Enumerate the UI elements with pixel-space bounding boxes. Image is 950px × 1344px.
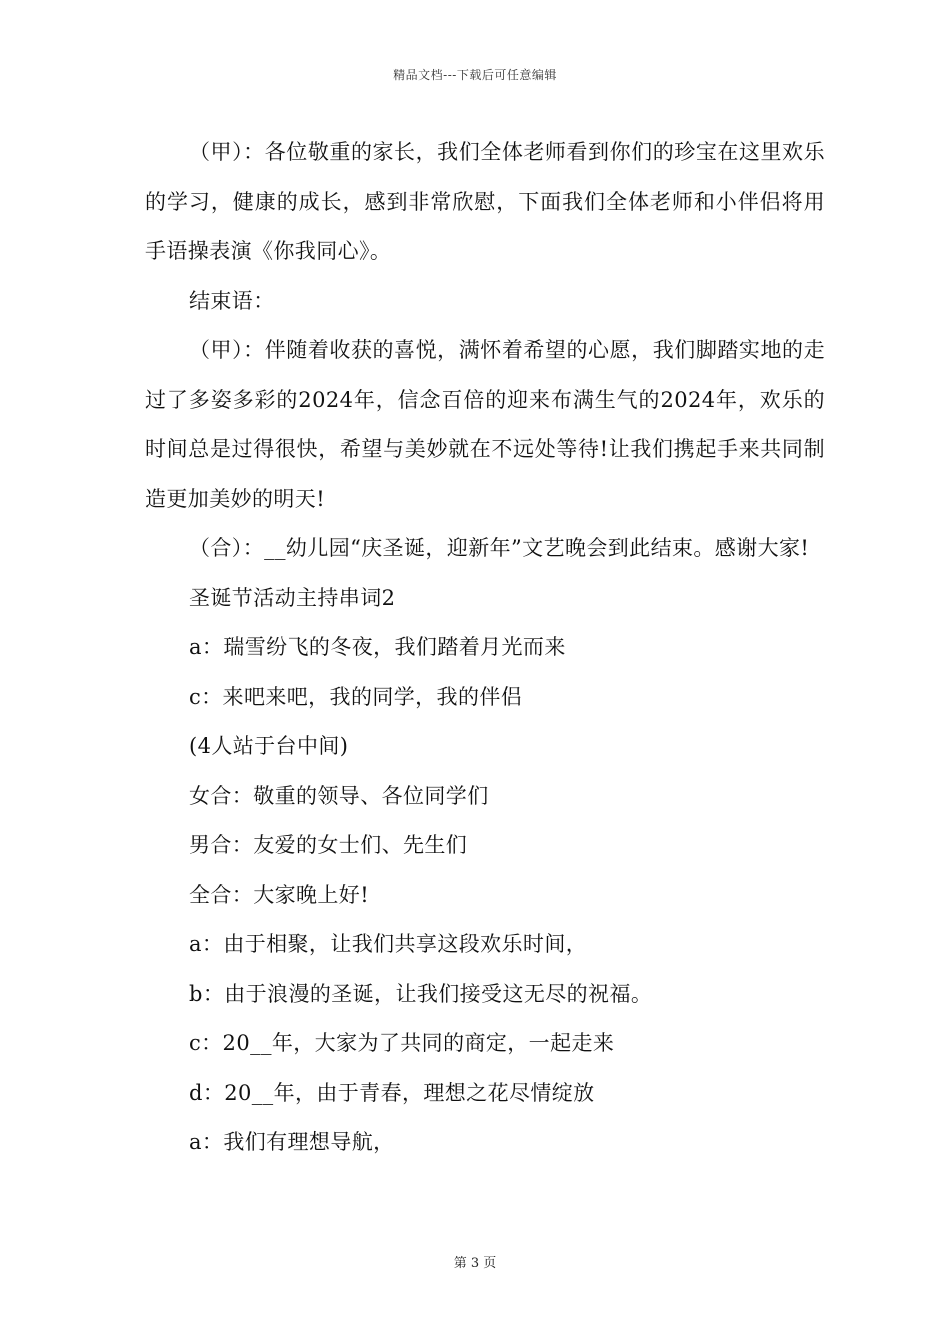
paragraph: b：由于浪漫的圣诞，让我们接受这无尽的祝福。	[189, 981, 653, 1006]
paragraph: 全合：大家晚上好!	[189, 882, 370, 907]
paragraph: （甲）：各位敬重的家长，我们全体老师看到你们的珍宝在这里欢乐的学习，健康的成长，感到非常欣慰，下面我们全体老师和小伴侣将用手语操表演《你我同心》。	[145, 140, 825, 263]
paragraph: a：瑞雪纷飞的冬夜，我们踏着月光而来	[189, 635, 566, 659]
paragraph: c：20__年，大家为了共同的商定，一起走来	[189, 1031, 615, 1055]
page-header: 精品文档---下载后可任意编辑	[393, 68, 557, 82]
paragraph: 女合：敬重的领导、各位同学们	[189, 783, 489, 808]
section-heading: 圣诞节活动主持串词2	[189, 585, 396, 610]
paragraph: a：我们有理想导航，	[189, 1130, 395, 1154]
paragraph: 结束语：	[189, 288, 275, 313]
paragraph: （合）：__幼儿园“庆圣诞，迎新年”文艺晚会到此结束。感谢大家!	[189, 536, 810, 560]
document-body	[145, 128, 825, 1168]
paragraph: (4人站于台中间)	[189, 734, 349, 758]
paragraph: d：20__年，由于青春，理想之花尽情绽放	[189, 1080, 595, 1105]
paragraph: 男合：友爱的女士们、先生们	[189, 833, 468, 857]
page-number: 第 3 页	[453, 1256, 497, 1271]
paragraph: a：由于相聚，让我们共享这段欢乐时间，	[189, 932, 588, 956]
paragraph: c：来吧来吧，我的同学，我的伴侣	[189, 684, 523, 709]
paragraph: （甲）：伴随着收获的喜悦，满怀着希望的心愿，我们脚踏实地的走过了多姿多彩的2024年，信念百倍的迎来布满生气的2024年，欢乐的时间总是过得很快，希望与美妙就在不远处等待!让我们携起手来共同制造更加美妙的明天!	[145, 338, 825, 511]
